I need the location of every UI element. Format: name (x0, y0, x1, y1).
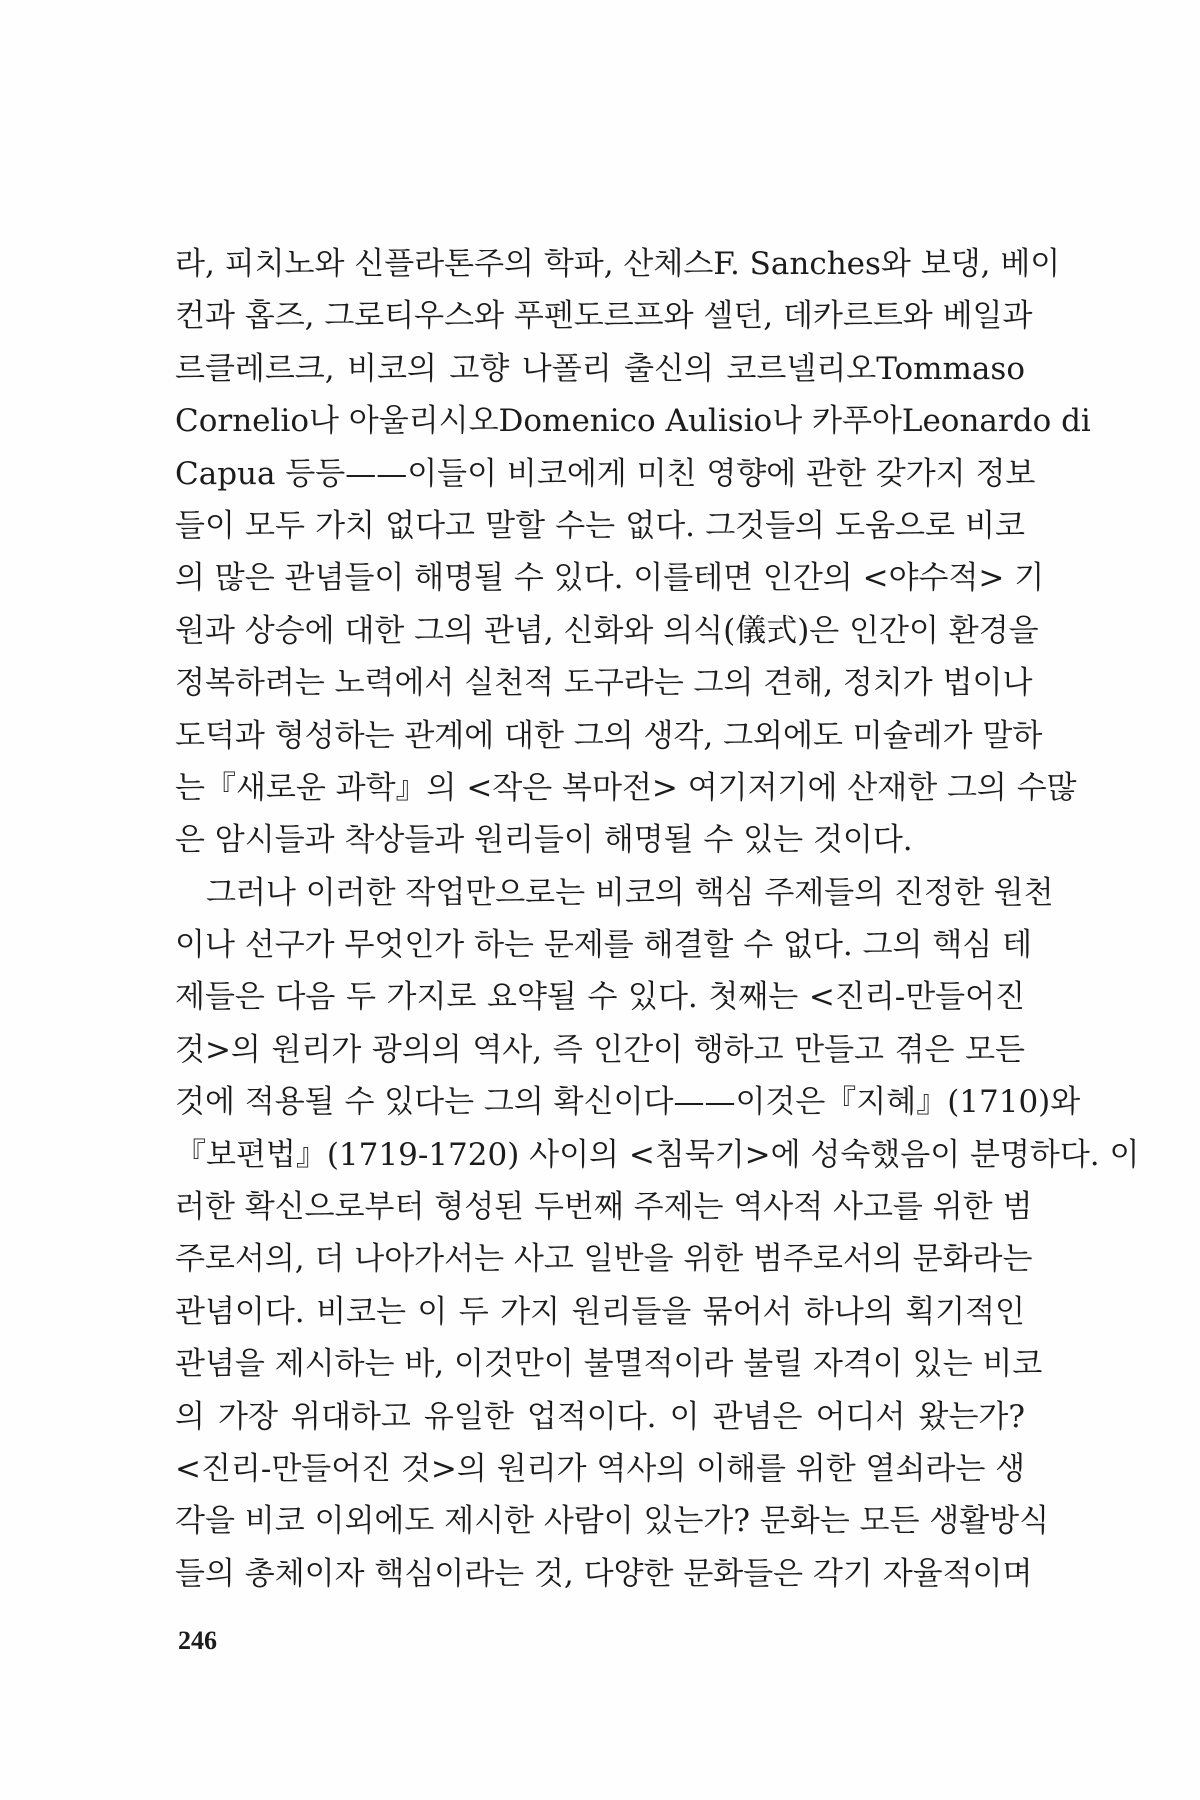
text-line-23: 의 가장 위대하고 유일한 업적이다. 이 관념은 어디서 왔는가? (175, 1398, 1025, 1435)
text-line-19: 러한 확신으로부터 형성된 두번째 주제는 역사적 사고를 위한 범 (175, 1189, 1033, 1226)
page-number: 246 (178, 1626, 217, 1655)
text-line-5: Capua 등등——이들이 비코에게 미친 영향에 관한 갖가지 정보 (175, 455, 1036, 492)
text-line-2: 컨과 홉즈, 그로티우스와 푸펜도르프와 셀던, 데카르트와 베일과 (175, 298, 1033, 335)
text-line-4: Cornelio나 아울리시오Domenico Aulisio나 카푸아Leonardo di (175, 403, 1091, 440)
text-line-25: 각을 비코 이외에도 제시한 사람이 있는가? 문화는 모든 생활방식 (175, 1503, 1050, 1540)
text-line-6: 들이 모두 가치 없다고 말할 수는 없다. 그것들의 도움으로 비코 (175, 507, 1025, 544)
text-line-13: 그러나 이러한 작업만으로는 비코의 핵심 주제들의 진정한 원천 (206, 874, 1054, 911)
text-line-12: 은 암시들과 착상들과 원리들이 해명될 수 있는 것이다. (175, 822, 913, 859)
text-line-17: 것에 적용될 수 있다는 그의 확신이다——이것은『지혜』(1710)와 (175, 1084, 1081, 1121)
text-line-16: 것>의 원리가 광의의 역사, 즉 인간이 행하고 만들고 겪은 모든 (175, 1031, 1025, 1068)
text-line-10: 도덕과 형성하는 관계에 대한 그의 생각, 그외에도 미슐레가 말하 (175, 717, 1043, 754)
text-line-21: 관념이다. 비코는 이 두 가지 원리들을 묶어서 하나의 획기적인 (175, 1293, 1025, 1330)
text-line-26: 들의 총체이자 핵심이라는 것, 다양한 문화들은 각기 자율적이며 (175, 1555, 1033, 1592)
text-line-15: 제들은 다음 두 가지로 요약될 수 있다. 첫째는 <진리-만들어진 (175, 979, 1025, 1016)
text-line-18: 『보편법』(1719-1720) 사이의 <침묵기>에 성숙했음이 분명하다. 이 (175, 1136, 1140, 1173)
body-text (175, 238, 1140, 1600)
text-line-8: 원과 상승에 대한 그의 관념, 신화와 의식(儀式)은 인간이 환경을 (175, 612, 1039, 649)
text-line-11: 는『새로운 과학』의 <작은 복마전> 여기저기에 산재한 그의 수많 (175, 769, 1077, 806)
text-line-3: 르클레르크, 비코의 고향 나폴리 출신의 코르넬리오Tommaso (175, 350, 1025, 387)
text-line-14: 이나 선구가 무엇인가 하는 문제를 해결할 수 없다. 그의 핵심 테 (175, 927, 1033, 964)
text-line-1: 라, 피치노와 신플라톤주의 학파, 산체스F. Sanches와 보댕, 베이 (175, 246, 1061, 282)
text-line-9: 정복하려는 노력에서 실천적 도구라는 그의 견해, 정치가 법이나 (175, 665, 1033, 702)
text-line-24: <진리-만들어진 것>의 원리가 역사의 이해를 위한 열쇠라는 생 (175, 1450, 1026, 1487)
text-line-20: 주로서의, 더 나아가서는 사고 일반을 위한 범주로서의 문화라는 (175, 1241, 1033, 1278)
text-line-7: 의 많은 관념들이 해명될 수 있다. 이를테면 인간의 <야수적> 기 (175, 560, 1045, 597)
text-line-22: 관념을 제시하는 바, 이것만이 불멸적이라 불릴 자격이 있는 비코 (175, 1346, 1043, 1383)
